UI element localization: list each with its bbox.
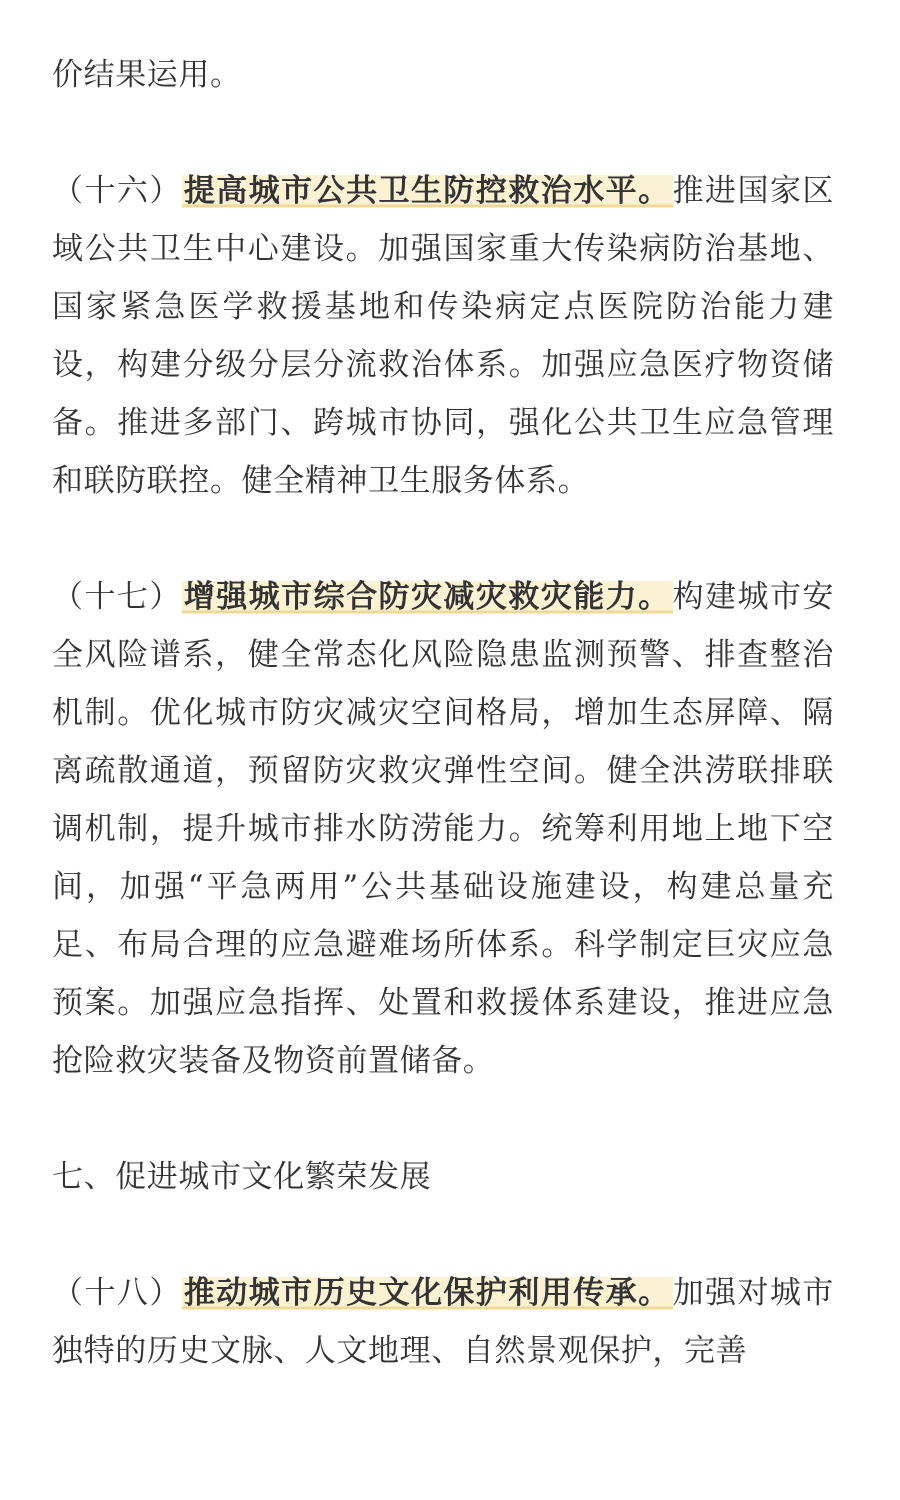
article-body	[52, 46, 834, 1380]
paragraph-17-heading[interactable]: 增强城市综合防灾减灾救灾能力。	[183, 579, 671, 615]
paragraph-gap	[52, 1090, 834, 1148]
section-7-title-text: 七、促进城市文化繁荣发展	[52, 1159, 432, 1195]
paragraph-17-number: （十七）	[52, 579, 182, 615]
intro-tail-text: 价结果运用。	[52, 57, 242, 93]
paragraph-17	[52, 568, 834, 1090]
paragraph-18-number: （十八）	[52, 1275, 182, 1311]
paragraph-16-heading[interactable]: 提高城市公共卫生防控救治水平。	[183, 173, 671, 209]
intro-tail-paragraph	[52, 46, 834, 104]
paragraph-18-body: 加强对城市独特的历史文脉、人文地理、自然景观保护，完善	[52, 1275, 835, 1369]
paragraph-gap	[52, 510, 834, 568]
section-7-title	[52, 1148, 834, 1206]
paragraph-18-heading[interactable]: 推动城市历史文化保护利用传承。	[183, 1275, 671, 1311]
paragraph-gap	[52, 1206, 834, 1264]
paragraph-gap	[52, 104, 834, 162]
paragraph-17-body: 构建城市安全风险谱系，健全常态化风险隐患监测预警、排查整治机制。优化城市防灾减灾空间格局，增加生态屏障、隔离疏散通道，预留防灾救灾弹性空间。健全洪涝联排联调机制，提升城市排水防涝能力。统筹利用地上地下空间，加强“平急两用”公共基础设施建设，构建总量充足、布局合理的应急避难场所体系。科学制定巨灾应急预案。加强应急指挥、处置和救援体系建设，推进应急抢险救灾装备及物资前置储备。	[52, 579, 835, 1079]
paragraph-16-number: （十六）	[52, 173, 182, 209]
paragraph-16-body: 推进国家区域公共卫生中心建设。加强国家重大传染病防治基地、国家紧急医学救援基地和传染病定点医院防治能力建设，构建分级分层分流救治体系。加强应急医疗物资储备。推进多部门、跨城市协同，强化公共卫生应急管理和联防联控。健全精神卫生服务体系。	[52, 173, 835, 499]
paragraph-18	[52, 1264, 834, 1380]
paragraph-16	[52, 162, 834, 510]
